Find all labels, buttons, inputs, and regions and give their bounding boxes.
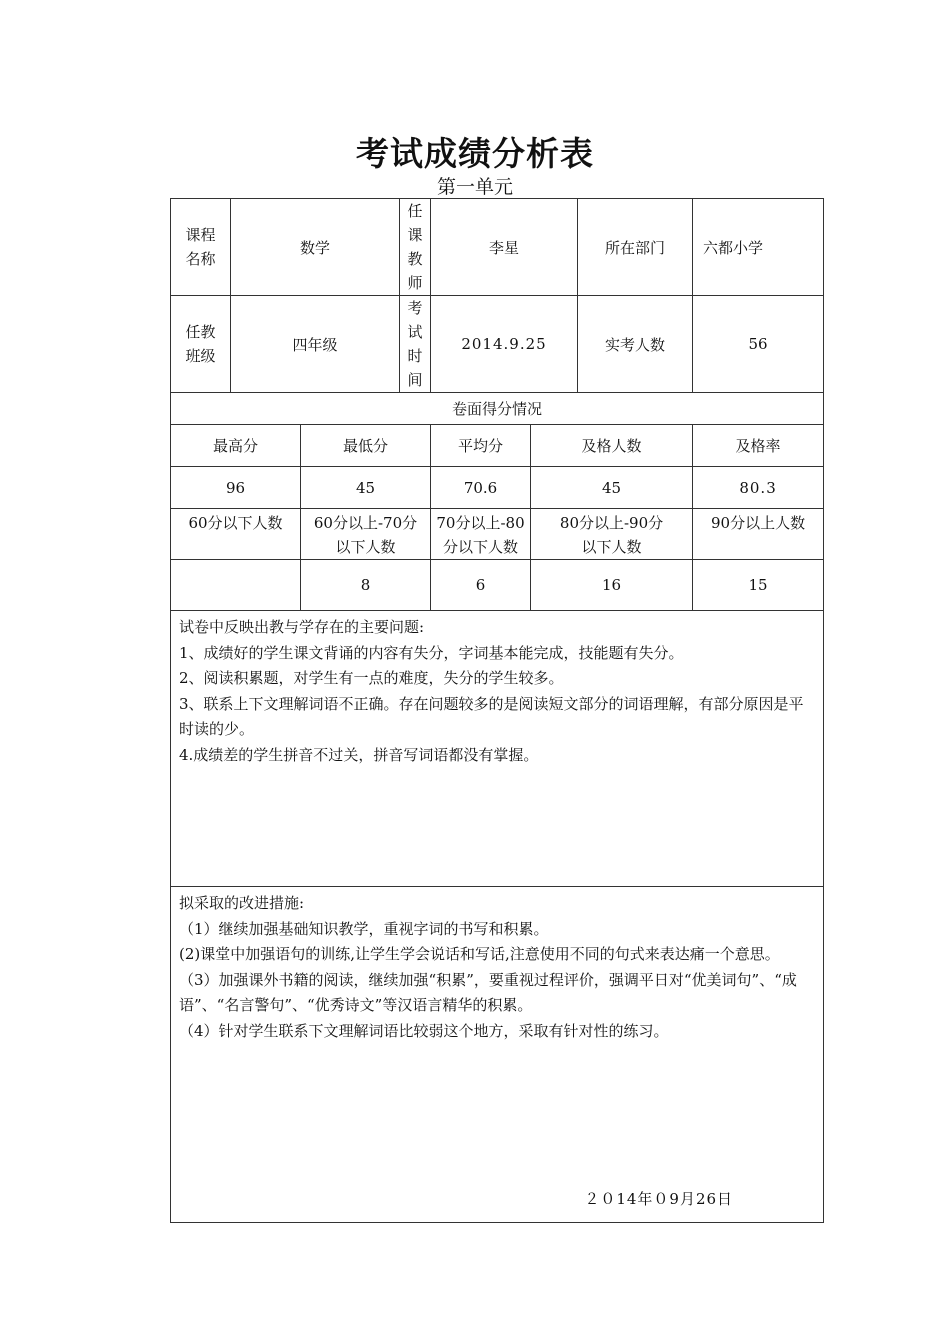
stats-header: 及格率 xyxy=(693,425,824,467)
class-value: 四年级 xyxy=(231,296,400,393)
count-label: 实考人数 xyxy=(578,296,693,393)
range-header-row xyxy=(171,509,824,560)
problem-item: 3、联系上下文理解词语不正确。存在问题较多的是阅读短文部分的词语理解，有部分原因是平时读的少。 xyxy=(179,694,804,738)
score-heading: 卷面得分情况 xyxy=(171,393,824,425)
stats-header-row xyxy=(171,425,824,467)
range-header: 70分以上-80 分以下人数 xyxy=(431,509,531,560)
range-header: 90分以上人数 xyxy=(693,509,824,560)
score-heading-row xyxy=(171,393,824,425)
problems-row xyxy=(171,611,824,887)
stats-header: 最高分 xyxy=(171,425,301,467)
dept-value: 六都小学 xyxy=(693,199,824,296)
range-value: 15 xyxy=(693,560,824,611)
signature-date: ２０14年０9月26日 xyxy=(584,1189,734,1208)
range-header: 60分以上-70分 以下人数 xyxy=(301,509,431,560)
problem-item: 2、阅读积累题，对学生有一点的难度，失分的学生较多。 xyxy=(179,669,564,687)
count-value: 56 xyxy=(693,296,824,393)
course-value: 数学 xyxy=(231,199,400,296)
range-value xyxy=(171,560,301,611)
problems-section xyxy=(171,611,824,887)
stats-value: 80.3 xyxy=(693,467,824,509)
measure-item: （4）针对学生联系下文理解词语比较弱这个地方，采取有针对性的练习。 xyxy=(179,1021,669,1040)
measures-heading: 拟采取的改进措施: xyxy=(179,894,305,912)
range-header: 60分以下人数 xyxy=(171,509,301,560)
page-title: 考试成绩分析表 xyxy=(356,134,594,173)
range-value: 6 xyxy=(431,560,531,611)
time-label: 考试 时间 xyxy=(400,296,431,393)
teacher-value: 李星 xyxy=(431,199,578,296)
range-value: 8 xyxy=(301,560,431,611)
range-header: 80分以上-90分 以下人数 xyxy=(531,509,693,560)
course-label: 课程 名称 xyxy=(171,199,231,296)
class-label: 任教 班级 xyxy=(171,296,231,393)
problem-item: 1、成绩好的学生课文背诵的内容有失分，字词基本能完成，技能题有失分。 xyxy=(179,643,684,662)
info-row-1 xyxy=(171,199,824,296)
time-value: 2014.9.25 xyxy=(431,296,578,393)
measures-row xyxy=(171,887,824,1223)
analysis-table xyxy=(170,198,824,1223)
dept-label: 所在部门 xyxy=(578,199,693,296)
problem-item: 4.成绩差的学生拼音不过关，拼音写词语都没有掌握。 xyxy=(179,745,539,764)
stats-value-row xyxy=(171,467,824,509)
range-value-row xyxy=(171,560,824,611)
measure-item: (2)课堂中加强语句的训练,让学生学会说话和写话,注意使用不同的句式来表达痛一个意思。 xyxy=(179,945,780,963)
measures-section xyxy=(171,887,824,1223)
stats-header: 及格人数 xyxy=(531,425,693,467)
stats-value: 45 xyxy=(531,467,693,509)
stats-value: 70.6 xyxy=(431,467,531,509)
teacher-label: 任课 教师 xyxy=(400,199,431,296)
info-row-2 xyxy=(171,296,824,393)
stats-header: 平均分 xyxy=(431,425,531,467)
stats-value: 45 xyxy=(301,467,431,509)
page-subtitle: 第一单元 xyxy=(436,176,513,198)
problems-heading: 试卷中反映出教与学存在的主要问题: xyxy=(179,618,425,636)
stats-header: 最低分 xyxy=(301,425,431,467)
measure-item: （3）加强课外书籍的阅读，继续加强“积累”，要重视过程评价，强调平日对“优美词句”、“成语”、“名言警句”、“优秀诗文”等汉语言精华的积累。 xyxy=(179,970,797,1014)
measure-item: （1）继续加强基础知识教学，重视字词的书写和积累。 xyxy=(179,919,549,938)
stats-value: 96 xyxy=(171,467,301,509)
range-value: 16 xyxy=(531,560,693,611)
